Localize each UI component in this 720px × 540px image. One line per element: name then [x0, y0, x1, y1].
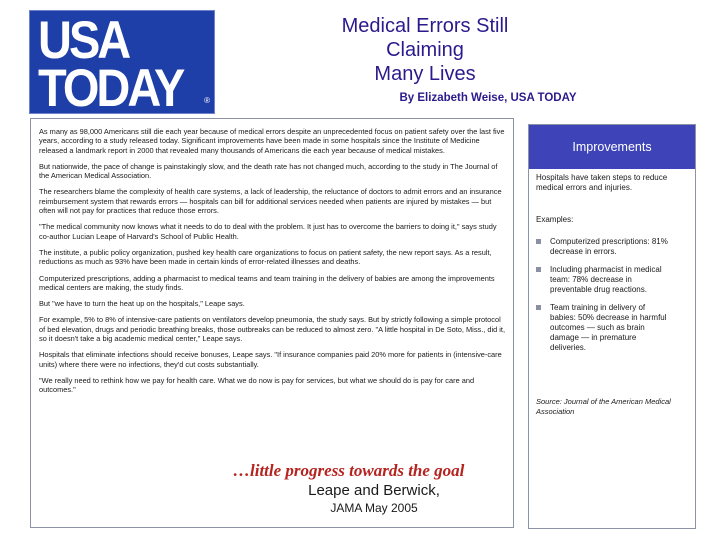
article-paragraph: As many as 98,000 Americans still die each year because of medical errors despite an unprecedented focus on patient safety over the last five years, according to a study released today. Significant improvements have been made in some hospitals since the Institute of Medicine released a landmark report in 2000 that revealed many thousands of Americans die each year because of medical mistakes. [39, 127, 505, 155]
article-paragraph: Hospitals that eliminate infections should receive bonuses, Leape says. "If insurance companies paid 20% more for patients in (intensive-care units) where there were no infections, they'd cut costs substantially. [39, 350, 502, 369]
article-paragraph: The researchers blame the complexity of health care systems, a lack of leadership, the reluctance of doctors to admit errors and an insurance reimbursement system that rewards errors — hospitals can bill for additional services needed when patients are injured by mistakes — but often will not pay for practices that reduce those errors. [39, 187, 502, 216]
logo-word-usa: USA [38, 9, 129, 69]
square-bullet-icon [536, 305, 541, 310]
list-item [536, 265, 672, 295]
list-item [536, 237, 672, 257]
page-title [310, 14, 540, 86]
list-item [536, 303, 672, 353]
sidebar-source: Source: Journal of the American Medical Association [536, 397, 671, 416]
article-paragraph: But "we have to turn the heat up on the hospitals," Leape says. [39, 299, 245, 309]
article-paragraph: But nationwide, the pace of change is painstakingly slow, and the death rate has not changed much, according to the study in The Journal of the American Medical Association. [39, 161, 498, 181]
list-item-text: Including pharmacist in medical team: 78% decrease in preventable drug reactions. [550, 265, 662, 294]
byline: By Elizabeth Weise, USA TODAY [399, 92, 577, 104]
list-item-text: Computerized prescriptions: 81% decrease in errors. [550, 237, 668, 256]
headline-line-1: Medical Errors Still Claiming [341, 15, 509, 61]
registered-mark: ® [204, 96, 210, 105]
article-paragraph: "We really need to rethink how we pay for health care. What we do now is pay for services, but what we should do is pay for care and outcomes." [39, 375, 475, 395]
square-bullet-icon [536, 267, 541, 272]
article-paragraph: "The medical community now knows what it needs to do to deal with the problem. It just has to overcome the barriers to doing it," says study co-author Lucian Leape of Harvard's School of Public Health. [39, 222, 497, 241]
list-item-text: Team training in delivery of babies: 50% decrease in harmful outcomes — such as brain damage — in premature deliveries. [550, 303, 667, 352]
pull-quote [229, 461, 519, 516]
article-body [39, 127, 507, 402]
square-bullet-icon [536, 239, 541, 244]
pull-quote-attribution: Leape and Berwick, [308, 482, 440, 499]
sidebar-bullet-list [536, 237, 672, 361]
article-panel [30, 118, 514, 528]
article-paragraph: The institute, a public policy organization, pushed key health care organizations to focus on patient safety, the new report says. As a result, reductions as much as 93% have been made in certain kinds of error-related illnesses and deaths. [39, 247, 492, 267]
headline-line-2: Many Lives [374, 63, 476, 85]
sidebar-examples-label: Examples: [536, 215, 574, 224]
sidebar-intro: Hospitals have taken steps to reduce medical errors and injuries. [536, 173, 668, 192]
article-paragraph: Computerized prescriptions, adding a pharmacist to medical teams and team training in the delivery of babies are among the improvements medical centers are making, the study finds. [39, 273, 495, 292]
sidebar-title: Improvements [529, 125, 695, 169]
pull-quote-text: …little progress towards the goal [233, 461, 465, 480]
article-paragraph: For example, 5% to 8% of intensive-care patients on ventilators develop pneumonia, the study says. But by strictly following a simple protocol of bed elevation, drugs and periodic breathing breaks, those outbreaks can be reduced to almost zero. "A little hospital in De Soto, Miss., did it, so it doesn't take a big academic medical center," Leape says. [39, 315, 506, 344]
pull-quote-source: JAMA May 2005 [330, 501, 418, 515]
logo-word-today: TODAY [38, 57, 183, 117]
usa-today-logo [29, 9, 215, 117]
improvements-sidebar [528, 124, 696, 529]
